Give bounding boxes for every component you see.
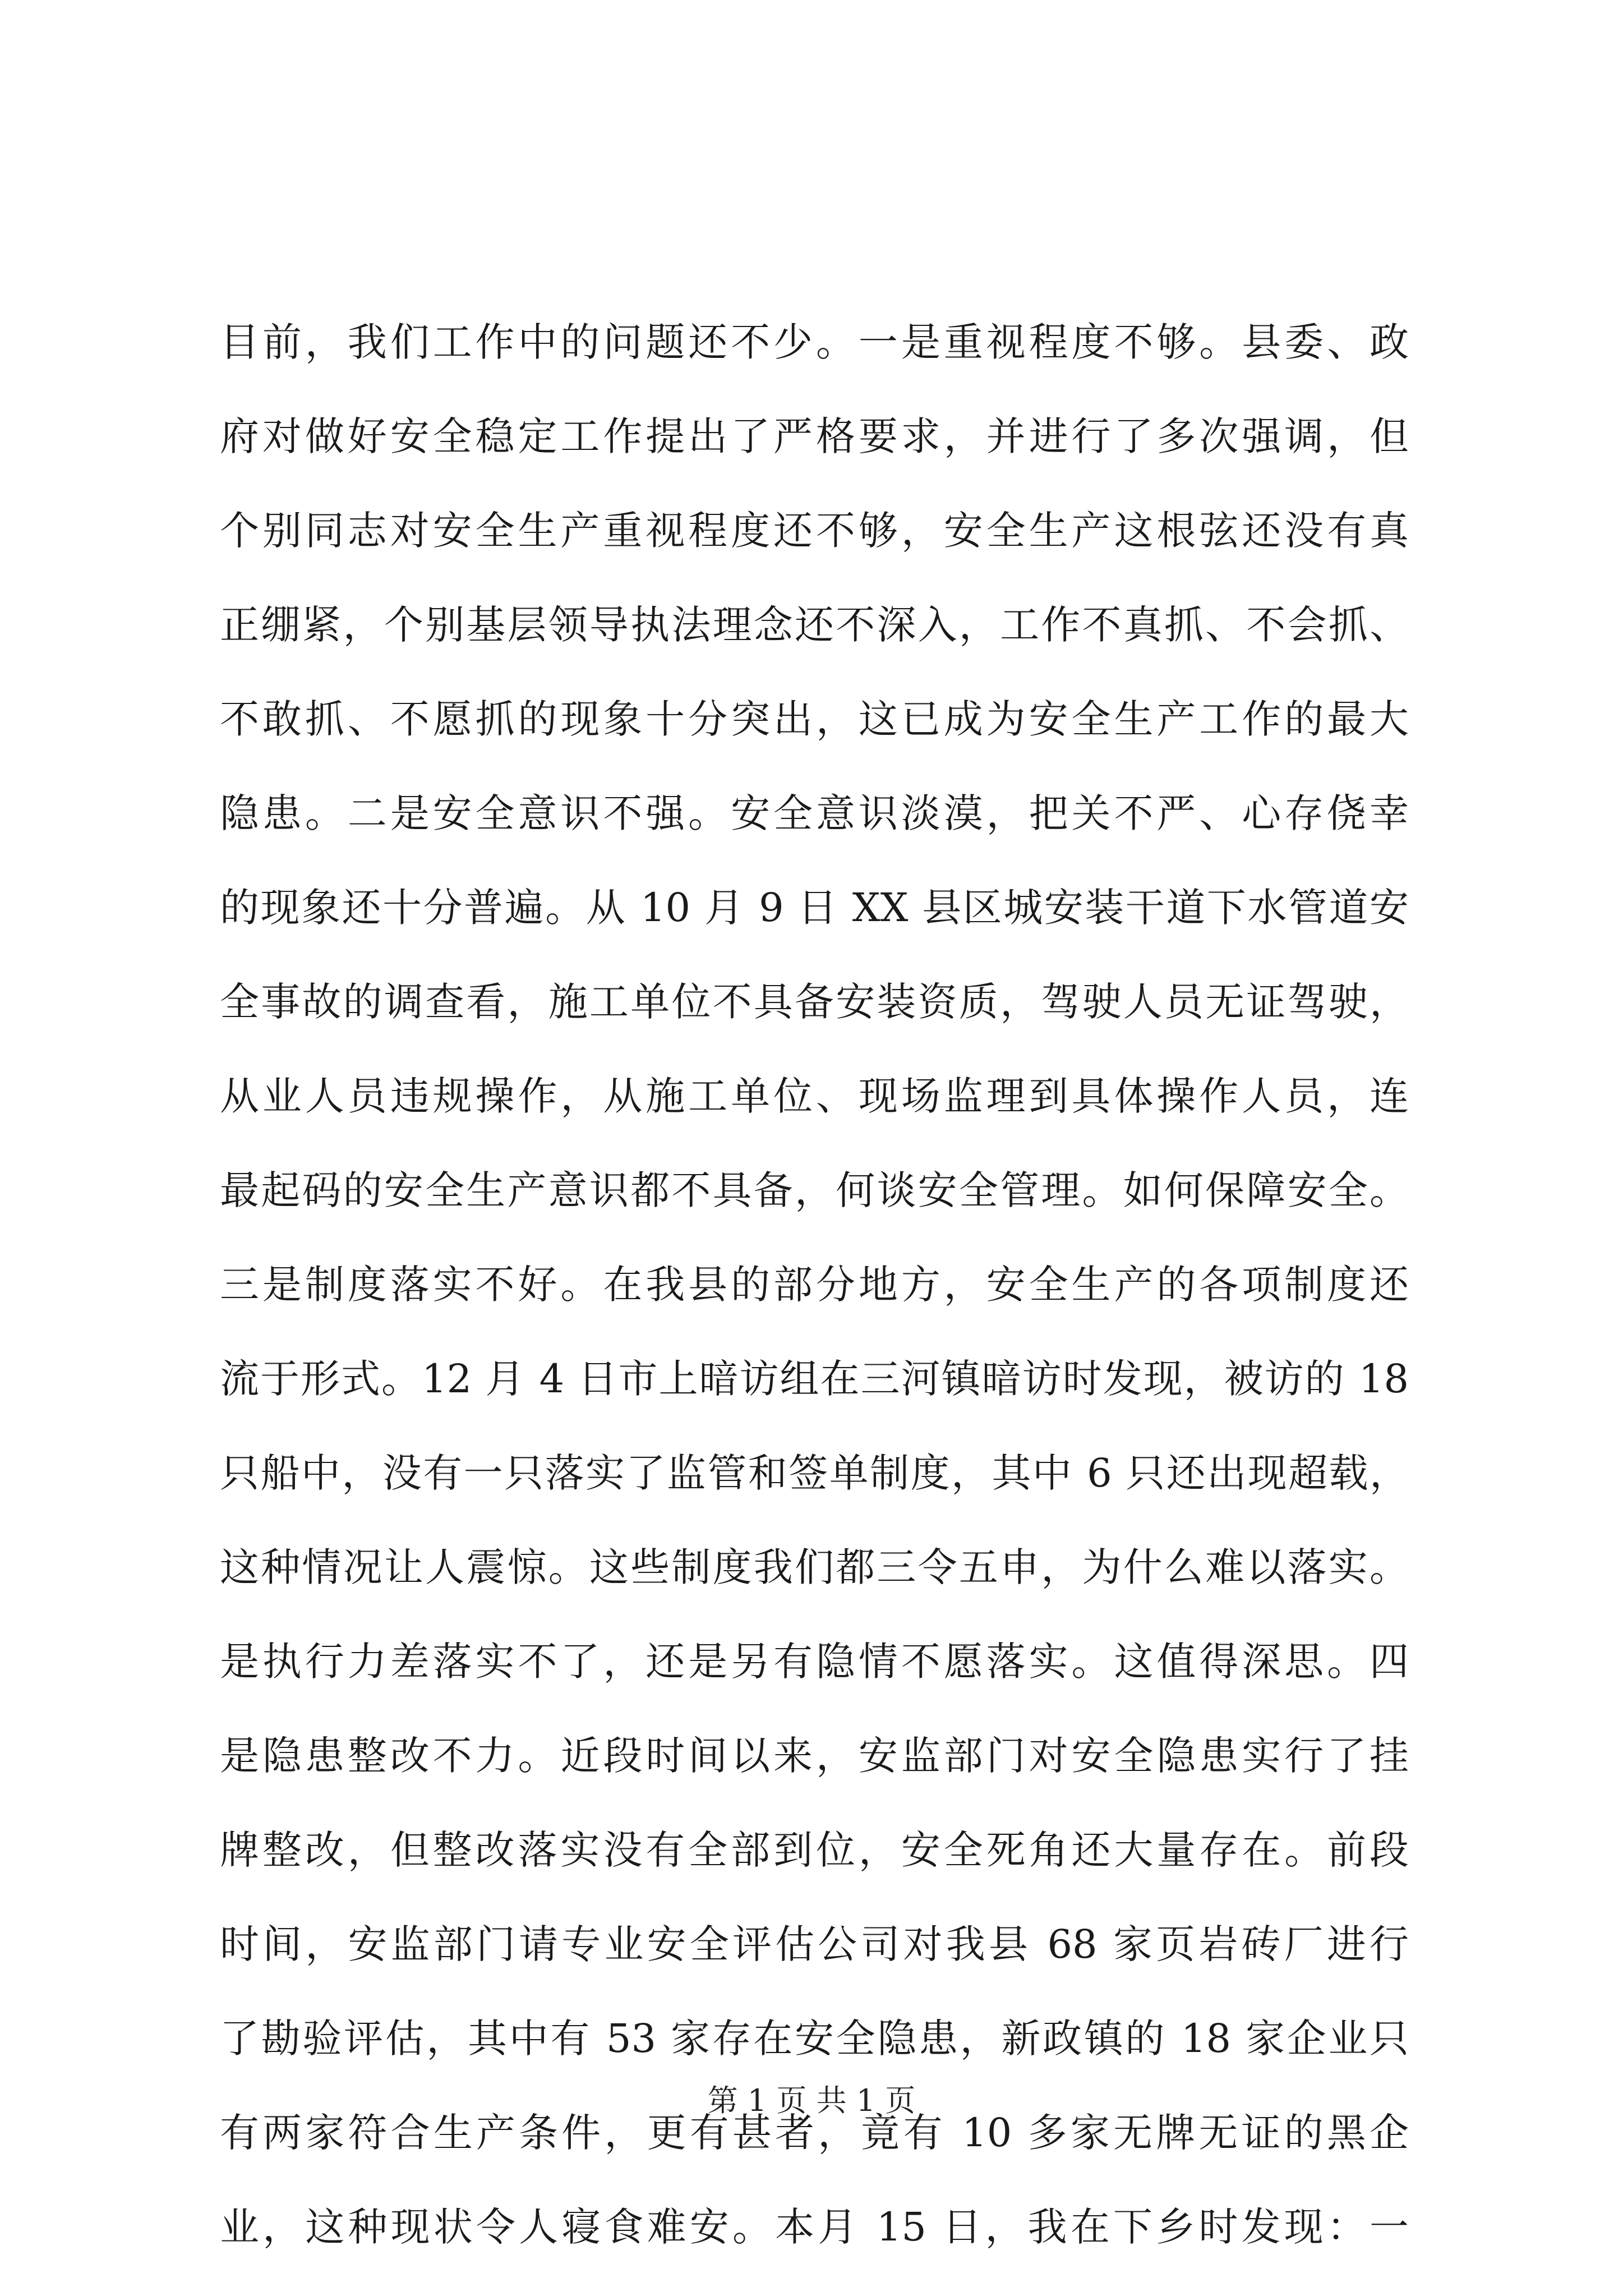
- text-line: 了勘验评估，其中有 53 家存在安全隐患，新政镇的 18 家企业只: [220, 2016, 1409, 2062]
- text-line: 有两家符合生产条件，更有甚者，竟有 10 多家无牌无证的黑企: [220, 2110, 1409, 2156]
- text-line: 全事故的调查看，施工单位不具备安装资质，驾驶人员无证驾驶，: [220, 979, 1409, 1025]
- text-line: 只船中，没有一只落实了监管和签单制度，其中 6 只还出现超载，: [220, 1450, 1409, 1496]
- text-line: 是执行力差落实不了，还是另有隐情不愿落实。这值得深思。四: [220, 1639, 1409, 1685]
- text-line: 隐患。二是安全意识不强。安全意识淡漠，把关不严、心存侥幸: [220, 790, 1409, 836]
- text-line: 的现象还十分普遍。从 10 月 9 日 XX 县区城安装干道下水管道安: [220, 885, 1409, 931]
- body-paragraph: [220, 295, 1409, 2274]
- text-line: 最起码的安全生产意识都不具备，何谈安全管理。如何保障安全。: [220, 1167, 1409, 1213]
- text-line: 目前，我们工作中的问题还不少。一是重视程度不够。县委、政: [220, 319, 1409, 365]
- text-line: 从业人员违规操作，从施工单位、现场监理到具体操作人员，连: [220, 1073, 1409, 1119]
- text-line: 府对做好安全稳定工作提出了严格要求，并进行了多次强调，但: [220, 413, 1409, 459]
- text-line: 三是制度落实不好。在我县的部分地方，安全生产的各项制度还: [220, 1262, 1409, 1308]
- text-line: 流于形式。12 月 4 日市上暗访组在三河镇暗访时发现，被访的 18: [220, 1356, 1409, 1402]
- page-footer: [0, 2078, 1623, 2123]
- text-line: 时间，安监部门请专业安全评估公司对我县 68 家页岩砖厂进行: [220, 1921, 1409, 1967]
- text-line: 牌整改，但整改落实没有全部到位，安全死角还大量存在。前段: [220, 1827, 1409, 1873]
- text-line: 正绷紧，个别基层领导执法理念还不深入，工作不真抓、不会抓、: [220, 602, 1409, 648]
- text-line: 是隐患整改不力。近段时间以来，安监部门对安全隐患实行了挂: [220, 1733, 1409, 1779]
- text-line: 业，这种现状令人寝食难安。本月 15 日，我在下乡时发现：一: [220, 2204, 1409, 2250]
- page-number: 第 1 页 共 1 页: [707, 2083, 916, 2118]
- text-line: 个别同志对安全生产重视程度还不够，安全生产这根弦还没有真: [220, 508, 1409, 554]
- text-line: 这种情况让人震惊。这些制度我们都三令五申，为什么难以落实。: [220, 1544, 1409, 1590]
- text-line: 不敢抓、不愿抓的现象十分突出，这已成为安全生产工作的最大: [220, 696, 1409, 742]
